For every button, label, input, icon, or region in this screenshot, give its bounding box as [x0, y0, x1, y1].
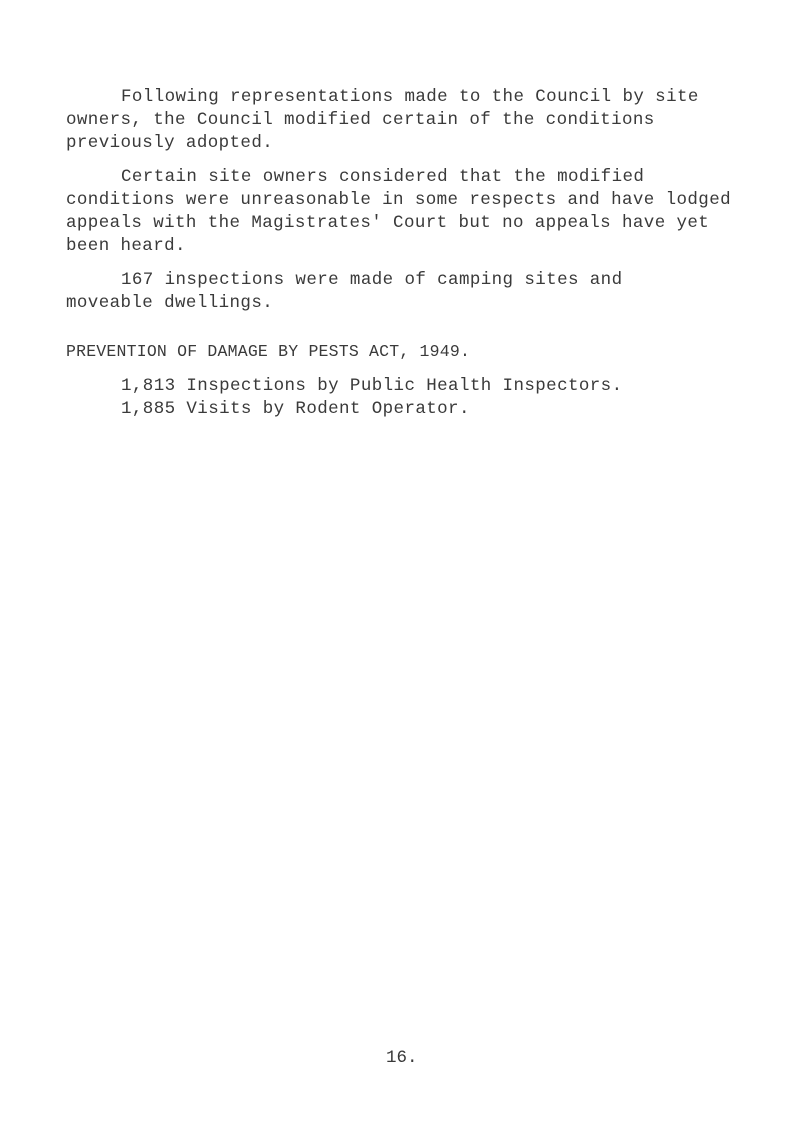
paragraph-2-line-4: been heard.: [66, 236, 186, 256]
stat-line-visits: 1,885 Visits by Rodent Operator.: [121, 399, 470, 419]
paragraph-2-line-2: conditions were unreasonable in some respects and have lodged: [66, 190, 732, 210]
stat-line-inspections: 1,813 Inspections by Public Health Inspectors.: [121, 376, 623, 396]
section-heading: PREVENTION OF DAMAGE BY PESTS ACT, 1949.: [66, 342, 471, 361]
page-number: 16.: [386, 1048, 418, 1068]
paragraph-2-line-3: appeals with the Magistrates' Court but no appeals have yet: [66, 213, 710, 233]
paragraph-3-line-1: 167 inspections were made of camping sites and: [121, 270, 623, 290]
paragraph-2-line-1: Certain site owners considered that the modified: [121, 167, 645, 187]
paragraph-3-line-2: moveable dwellings.: [66, 293, 274, 313]
paragraph-1-line-1: Following representations made to the Council by site: [121, 87, 699, 107]
paragraph-1-line-2: owners, the Council modified certain of the conditions: [66, 110, 655, 130]
paragraph-1-line-3: previously adopted.: [66, 133, 274, 153]
